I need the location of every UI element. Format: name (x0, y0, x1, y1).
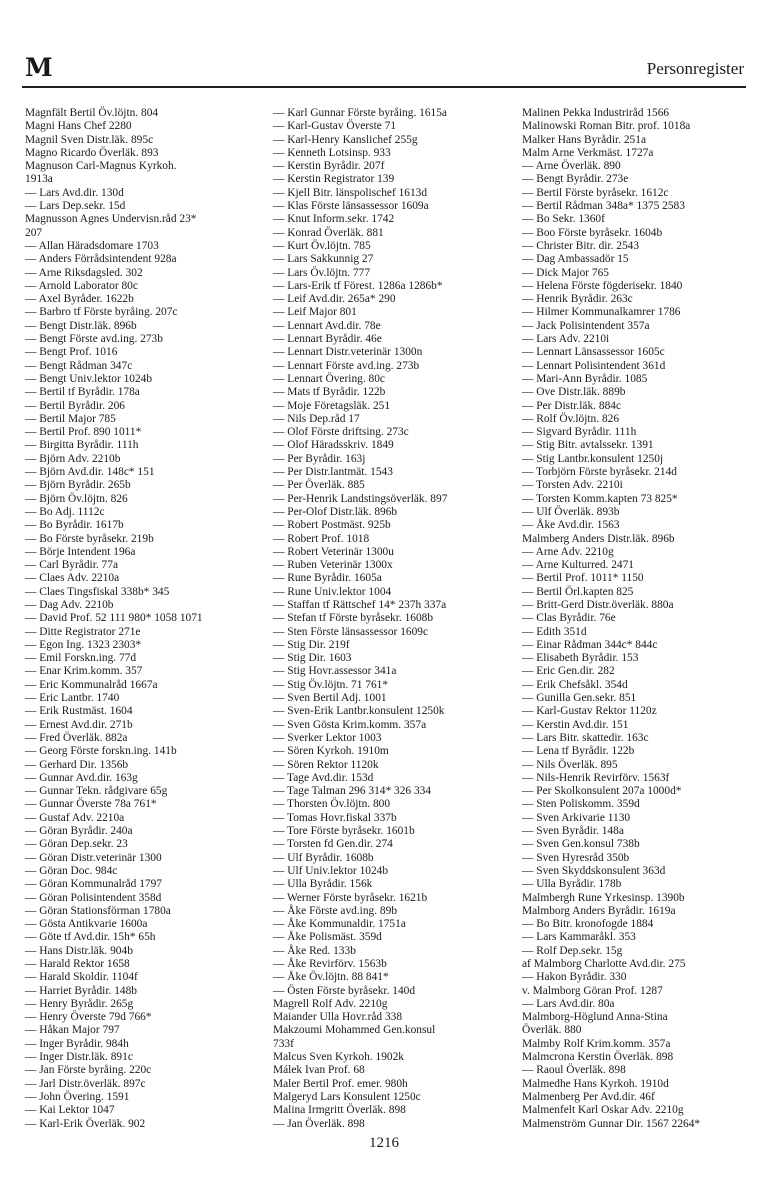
register-entry: — Olof Förste driftsing. 273c (273, 426, 409, 439)
register-entry: — Claes Tingsfiskal 338b* 345 (25, 585, 170, 598)
register-entry: — Rolf Öv.löjtn. 826 (522, 412, 620, 425)
register-entry: — Åke Kommunaldir. 1751a (273, 918, 406, 931)
register-entry: Malinen Pekka Industriråd 1566 (522, 107, 670, 119)
register-entry: — Moje Företagsläk. 251 (273, 399, 391, 412)
register-entry: — Erik Rustmäst. 1604 (25, 705, 133, 718)
register-entry: Malinowski Roman Bitr. prof. 1018a (522, 120, 691, 133)
register-entry: — Lennart Polisintendent 361d (522, 359, 666, 372)
register-entry: — Östen Förste byråsekr. 140d (273, 984, 416, 997)
register-entry: — Ulla Byrådir. 156k (273, 878, 373, 891)
register-entry: — Arne Riksdagsled. 302 (25, 266, 143, 279)
register-entry: — Bengt Distr.läk. 896b (25, 319, 137, 332)
register-entry: — Göran Distr.veterinär 1300 (25, 851, 162, 864)
register-entry: — Göran Byrådir. 240a (25, 825, 133, 838)
register-entry: — Inger Byrådir. 984h (25, 1037, 129, 1050)
register-entry: Magnfält Bertil Öv.löjtn. 804 (25, 107, 159, 119)
register-entry: — Ulf Överläk. 893b (522, 505, 620, 518)
register-entry: Malmby Rolf Krim.komm. 357a (522, 1037, 671, 1050)
register-entry: — Per-Henrik Landstingsöverläk. 897 (273, 492, 448, 505)
register-entry: — Gunnar Överste 78a 761* (25, 798, 157, 811)
register-entry: — Inger Distr.läk. 891c (25, 1051, 133, 1064)
register-entry: — Sven Hyresråd 350b (522, 851, 630, 864)
register-entry: Málek Ivan Prof. 68 (273, 1064, 365, 1077)
register-entry: — Jarl Distr.överläk. 897c (25, 1077, 146, 1090)
register-entry: Malmenfelt Karl Oskar Adv. 2210g (522, 1104, 684, 1117)
register-entry: — Sven Gen.konsul 738b (522, 838, 640, 851)
register-entry: — John Övering. 1591 (25, 1090, 130, 1103)
register-entry: — Lars Avd.dir. 130d (25, 186, 124, 199)
register-entry: Magno Ricardo Överläk. 893 (25, 146, 159, 159)
register-entry: — Björn Byrådir. 265b (25, 479, 131, 492)
register-entry: — Leif Avd.dir. 265a* 290 (273, 293, 396, 306)
register-entry: — Robert Veterinär 1300u (273, 545, 394, 558)
register-entry: — Gösta Antikvarie 1600a (25, 918, 148, 931)
register-entry: — Einar Rådman 344c* 844c (522, 638, 658, 651)
register-entry: — Bengt Byrådir. 273e (522, 173, 629, 186)
register-entry: — Ulf Byrådir. 1608b (273, 851, 374, 864)
register-entry: — Torbjörn Förste byråsekr. 214d (522, 466, 677, 479)
register-entry: — Sören Rektor 1120k (273, 758, 379, 771)
register-entry: — Nils Överläk. 895 (522, 758, 618, 771)
register-entry: — Hilmer Kommunalkamrer 1786 (522, 306, 681, 319)
register-entry: — Bengt Rådman 347c (25, 359, 133, 372)
register-entry: — Håkan Major 797 (25, 1024, 120, 1037)
register-entry: — Sverker Lektor 1003 (273, 731, 382, 744)
register-entry: — Tore Förste byråsekr. 1601b (273, 825, 415, 838)
register-entry: — Lennart Byrådir. 46e (273, 333, 382, 346)
register-entry: — Nils-Henrik Revirförv. 1563f (522, 771, 670, 784)
register-entry: — Allan Häradsdomare 1703 (25, 239, 159, 252)
register-entry: — Sven Byrådir. 148a (522, 825, 624, 838)
register-entry: — Bo Sekr. 1360f (522, 213, 605, 226)
register-entry: 1913a (25, 173, 53, 186)
register-entry: Magnil Sven Distr.läk. 895c (25, 133, 154, 146)
register-entry: — Stig Hovr.assessor 341a (273, 665, 397, 678)
register-entry: — Rolf Dep.sekr. 15g (522, 944, 623, 957)
register-entry: — Olof Häradsskriv. 1849 (273, 439, 394, 452)
register-entry: — Staffan tf Rättschef 14* 237h 337a (273, 598, 447, 611)
register-entry: Maiander Ulla Hovr.råd 338 (273, 1011, 403, 1024)
register-entry: — Stefan tf Förste byråsekr. 1608b (273, 612, 434, 625)
register-entry: — Lennart Förste avd.ing. 273b (273, 359, 420, 372)
register-entry: — Jan Överläk. 898 (273, 1117, 365, 1130)
register-entry: — Rune Byrådir. 1605a (273, 572, 382, 585)
register-entry: Malmberg Anders Distr.läk. 896b (522, 532, 675, 545)
register-entry: — Torsten Komm.kapten 73 825* (522, 492, 678, 505)
register-entry: — Bo Adj. 1112c (25, 505, 105, 518)
register-entry: — Lennart Övering. 80c (273, 372, 385, 385)
register-entry: — Stig Bitr. avtalssekr. 1391 (522, 439, 654, 452)
register-entry: — Lars Kammaråkl. 353 (522, 931, 636, 944)
register-entry: — Bo Förste byråsekr. 219b (25, 532, 154, 545)
register-entry: — Göran Polisintendent 358d (25, 891, 162, 904)
register-entry: — Stig Dir. 219f (273, 638, 350, 651)
register-entry: — Mats tf Byrådir. 122b (273, 386, 386, 399)
register-entry: — Lars Avd.dir. 80a (522, 997, 615, 1010)
register-entry: — Göte tf Avd.dir. 15h* 65h (25, 931, 156, 944)
register-entry: — Bertil Byrådir. 206 (25, 399, 125, 412)
register-entry: Magrell Rolf Adv. 2210g (273, 997, 388, 1010)
register-column-2 (273, 107, 513, 1131)
register-entry: — Bengt Förste avd.ing. 273b (25, 333, 163, 346)
register-entry: — Carl Byrådir. 77a (25, 559, 119, 572)
register-entry: — Åke Avd.dir. 1563 (522, 519, 620, 532)
register-entry: — Boo Förste byråsekr. 1604b (522, 226, 663, 239)
register-entry: — Kurt Öv.löjtn. 785 (273, 239, 371, 252)
register-entry: — Arne Adv. 2210g (522, 545, 614, 558)
register-entry: — Hans Distr.läk. 904b (25, 944, 133, 957)
register-entry: — Eric Gen.dir. 282 (522, 665, 615, 678)
register-entry: — Eric Kommunalråd 1667a (25, 678, 158, 691)
register-entry: — Karl-Erik Överläk. 902 (25, 1117, 146, 1130)
register-entry: — Bertil Prof. 890 1011* (25, 426, 142, 439)
register-entry: — Gerhard Dir. 1356b (25, 758, 129, 771)
register-entry: Magnuson Carl-Magnus Kyrkoh. (25, 160, 177, 173)
register-entry: — Karl-Gustav Överste 71 (273, 120, 397, 133)
register-entry: — Bo Bitr. kronofogde 1884 (522, 918, 654, 931)
register-entry: — Stig Dir. 1603 (273, 652, 352, 665)
register-entry: Malgeryd Lars Konsulent 1250c (273, 1090, 421, 1103)
register-entry: Magnusson Agnes Undervisn.råd 23* (25, 213, 197, 226)
register-entry: — Christer Bitr. dir. 2543 (522, 239, 640, 252)
register-entry: — Kai Lektor 1047 (25, 1104, 115, 1117)
register-entry: — Raoul Överläk. 898 (522, 1064, 626, 1077)
register-entry: — Kjell Bitr. länspolischef 1613d (273, 186, 428, 199)
register-entry: — Ulla Byrådir. 178b (522, 878, 622, 891)
register-entry: — Sven Skyddskonsulent 363d (522, 864, 666, 877)
register-entry: — Sven Bertil Adj. 1001 (273, 692, 387, 705)
register-entry: — Sten Förste länsassessor 1609c (273, 625, 429, 638)
register-entry: Malcus Sven Kyrkoh. 1902k (273, 1051, 404, 1064)
register-entry: — Ernest Avd.dir. 271b (25, 718, 133, 731)
register-entry: — Bertil Rådman 348a* 1375 2583 (522, 200, 685, 213)
register-entry: — Ove Distr.läk. 889b (522, 386, 626, 399)
register-entry: af Malmborg Charlotte Avd.dir. 275 (522, 958, 686, 970)
register-entry: — Erik Chefsåkl. 354d (522, 678, 628, 691)
register-entry: — Lars Öv.löjtn. 777 (273, 266, 371, 279)
register-entry: — Eric Lantbr. 1740 (25, 692, 120, 705)
register-entry: Malmborg Anders Byrådir. 1619a (522, 904, 676, 917)
register-entry: — David Prof. 52 111 980* 1058 1071 (25, 612, 203, 625)
register-entry: — Kenneth Lotsinsp. 933 (273, 146, 391, 159)
header-rule (22, 86, 746, 88)
register-entry: Malm Arne Verkmäst. 1727a (522, 146, 654, 159)
register-entry: — Werner Förste byråsekr. 1621b (273, 891, 428, 904)
register-entry: — Per-Olof Distr.läk. 896b (273, 505, 398, 518)
register-entry: — Lars Sakkunnig 27 (273, 253, 374, 266)
register-entry: — Bertil tf Byrådir. 178a (25, 386, 140, 399)
register-entry: v. Malmborg Göran Prof. 1287 (522, 984, 663, 997)
section-title: Personregister (646, 59, 744, 78)
register-entry: — Egon Ing. 1323 2303* (25, 638, 142, 651)
register-entry: — Karl-Gustav Rektor 1120z (522, 705, 657, 718)
register-entry: — Bertil Förste byråsekr. 1612c (522, 186, 669, 199)
register-entry: Överläk. 880 (522, 1024, 582, 1037)
register-entry: — Bertil Prof. 1011* 1150 (522, 572, 644, 585)
register-entry: Magni Hans Chef 2280 (25, 120, 132, 133)
register-entry: — Mari-Ann Byrådir. 1085 (522, 372, 648, 385)
register-entry: — Göran Dep.sekr. 23 (25, 838, 128, 851)
register-entry: — Åke Förste avd.ing. 89b (273, 904, 398, 917)
register-entry: — Börje Intendent 196a (25, 545, 136, 558)
register-entry: — Tomas Hovr.fiskal 337b (273, 811, 397, 824)
register-entry: — Harriet Byrådir. 148b (25, 984, 137, 997)
register-entry: — Åke Öv.löjtn. 88 841* (273, 971, 389, 984)
register-entry: — Lars-Erik tf Förest. 1286a 1286b* (273, 279, 443, 292)
register-entry: Malmbergh Rune Yrkesinsp. 1390b (522, 891, 685, 904)
register-entry: — Torsten Adv. 2210i (522, 479, 623, 492)
register-entry: — Karl Gunnar Förste byråing. 1615a (273, 107, 447, 119)
register-entry: — Axel Byråder. 1622b (25, 293, 134, 306)
register-entry: — Arne Överläk. 890 (522, 160, 621, 173)
register-entry: — Lena tf Byrådir. 122b (522, 745, 635, 758)
register-entry: Malker Hans Byrådir. 251a (522, 133, 647, 146)
register-entry: — Barbro tf Förste byråing. 207c (25, 306, 178, 319)
register-entry: — Birgitta Byrådir. 111h (25, 439, 139, 452)
register-entry: — Jan Förste byråing. 220c (25, 1064, 152, 1077)
register-entry: — Leif Major 801 (273, 306, 357, 319)
register-entry: — Björn Avd.dir. 148c* 151 (25, 466, 155, 479)
register-entry: — Lennart Avd.dir. 78e (273, 319, 381, 332)
register-entry: — Nils Dep.råd 17 (273, 412, 360, 425)
register-entry: — Arnold Laborator 80c (25, 279, 138, 292)
register-entry: Malina Irmgritt Överläk. 898 (273, 1104, 406, 1117)
register-entry: — Hakon Byrådir. 330 (522, 971, 627, 984)
register-entry: — Gunnar Avd.dir. 163g (25, 771, 138, 784)
register-entry: — Bengt Prof. 1016 (25, 346, 118, 359)
register-entry: — Sven Arkivarie 1130 (522, 811, 631, 824)
register-entry: — Björn Adv. 2210b (25, 452, 121, 465)
register-entry: — Stig Öv.löjtn. 71 761* (273, 678, 389, 691)
register-entry: 207 (25, 226, 43, 239)
register-entry: — Sten Poliskomm. 359d (522, 798, 640, 811)
register-entry: — Jack Polisintendent 357a (522, 319, 650, 332)
register-column-1 (25, 107, 265, 1131)
register-entry: — Helena Förste fögderisekr. 1840 (522, 279, 683, 292)
register-entry: — Kerstin Byrådir. 207f (273, 160, 385, 173)
register-entry: — Sigvard Byrådir. 111h (522, 426, 637, 439)
register-entry: — Knut Inform.sekr. 1742 (273, 213, 395, 226)
register-entry: — Emil Forskn.ing. 77d (25, 652, 137, 665)
register-entry: — Sören Kyrkoh. 1910m (273, 745, 389, 758)
register-entry: Makzoumi Mohammed Gen.konsul (273, 1024, 436, 1037)
register-entry: — Ulf Univ.lektor 1024b (273, 864, 389, 877)
register-entry: Malmedhe Hans Kyrkoh. 1910d (522, 1077, 669, 1090)
register-entry: — Henry Byrådir. 265g (25, 997, 134, 1010)
register-entry: — Sven Gösta Krim.komm. 357a (273, 718, 427, 731)
register-entry: — Björn Öv.löjtn. 826 (25, 492, 128, 505)
register-entry: — Robert Postmäst. 925b (273, 519, 391, 532)
register-entry: Maler Bertil Prof. emer. 980h (273, 1077, 408, 1090)
register-entry: — Robert Prof. 1018 (273, 532, 370, 545)
register-entry: — Rune Univ.lektor 1004 (273, 585, 392, 598)
register-entry: — Claes Adv. 2210a (25, 572, 120, 585)
register-entry: — Fred Överläk. 882a (25, 731, 128, 744)
register-entry: — Tage Avd.dir. 153d (273, 771, 374, 784)
register-entry: — Kerstin Registrator 139 (273, 173, 395, 186)
register-entry: — Dick Major 765 (522, 266, 609, 279)
register-entry: — Thorsten Öv.löjtn. 800 (273, 798, 391, 811)
register-entry: — Lars Bitr. skattedir. 163c (522, 731, 649, 744)
register-entry: — Bengt Univ.lektor 1024b (25, 372, 153, 385)
register-entry: — Göran Kommunalråd 1797 (25, 878, 162, 891)
register-entry: — Clas Byrådir. 76e (522, 612, 616, 625)
register-entry: — Dag Ambassadör 15 (522, 253, 629, 266)
register-entry: Malmenström Gunnar Dir. 1567 2264* (522, 1117, 701, 1130)
register-entry: Malmcrona Kerstin Överläk. 898 (522, 1051, 674, 1064)
register-entry: — Göran Stationsförman 1780a (25, 904, 171, 917)
register-entry: — Britt-Gerd Distr.överläk. 880a (522, 598, 674, 611)
register-entry: — Lennart Distr.veterinär 1300n (273, 346, 423, 359)
register-entry: — Anders Förrådsintendent 928a (25, 253, 177, 266)
register-entry: — Torsten fd Gen.dir. 274 (273, 838, 393, 851)
register-entry: — Enar Krim.komm. 357 (25, 665, 143, 678)
register-entry: — Per Skolkonsulent 207a 1000d* (522, 785, 682, 798)
page-number: 1216 (369, 1135, 399, 1151)
register-entry: — Per Distr.lantmät. 1543 (273, 466, 393, 479)
register-entry: — Gustaf Adv. 2210a (25, 811, 125, 824)
register-entry: — Klas Förste länsassessor 1609a (273, 200, 429, 213)
register-entry: — Per Byrådir. 163j (273, 452, 366, 465)
register-entry: — Kerstin Avd.dir. 151 (522, 718, 629, 731)
register-entry: — Stig Lantbr.konsulent 1250j (522, 452, 664, 465)
register-column-3 (522, 107, 762, 1131)
register-entry: — Lars Adv. 2210i (522, 333, 610, 346)
register-entry: — Per Överläk. 885 (273, 479, 365, 492)
register-entry: — Ruben Veterinär 1300x (273, 559, 393, 572)
register-entry: — Åke Red. 133b (273, 944, 356, 957)
register-entry: — Henry Överste 79d 766* (25, 1011, 152, 1024)
register-entry: — Per Distr.läk. 884c (522, 399, 622, 412)
register-entry: — Harald Rektor 1658 (25, 958, 130, 970)
register-entry: — Ditte Registrator 271e (25, 625, 141, 638)
register-entry: — Karl-Henry Kanslichef 255g (273, 133, 418, 146)
register-entry: — Edith 351d (522, 625, 587, 638)
register-entry: — Lars Dep.sekr. 15d (25, 200, 126, 213)
register-entry: — Dag Adv. 2210b (25, 598, 114, 611)
register-entry: — Harald Skoldir. 1104f (25, 971, 138, 984)
register-entry: Malmborg-Höglund Anna-Stina (522, 1011, 668, 1024)
register-entry: — Göran Doc. 984c (25, 864, 118, 877)
register-entry: — Bertil Major 785 (25, 412, 116, 425)
register-entry: 733f (273, 1037, 294, 1050)
register-entry: — Konrad Överläk. 881 (273, 226, 384, 239)
register-entry: — Tage Talman 296 314* 326 334 (273, 785, 432, 798)
register-entry: — Gunilla Gen.sekr. 851 (522, 692, 637, 705)
register-entry: — Åke Revirförv. 1563b (273, 958, 387, 970)
register-entry: — Åke Polismäst. 359d (273, 931, 382, 944)
register-entry: — Lennart Länsassessor 1605c (522, 346, 665, 359)
register-entry: — Gunnar Tekn. rådgivare 65g (25, 785, 168, 798)
register-entry: — Elisabeth Byrådir. 153 (522, 652, 639, 665)
section-letter: M (25, 53, 53, 82)
register-entry: — Bo Byrådir. 1617b (25, 519, 124, 532)
register-entry: — Arne Kulturred. 2471 (522, 559, 634, 572)
register-entry: — Henrik Byrådir. 263c (522, 293, 633, 306)
register-entry: Malmenberg Per Avd.dir. 46f (522, 1090, 655, 1103)
register-entry: — Georg Förste forskn.ing. 141b (25, 745, 177, 758)
register-entry: — Bertil Örl.kapten 825 (522, 585, 634, 598)
register-entry: — Sven-Erik Lantbr.konsulent 1250k (273, 705, 445, 718)
